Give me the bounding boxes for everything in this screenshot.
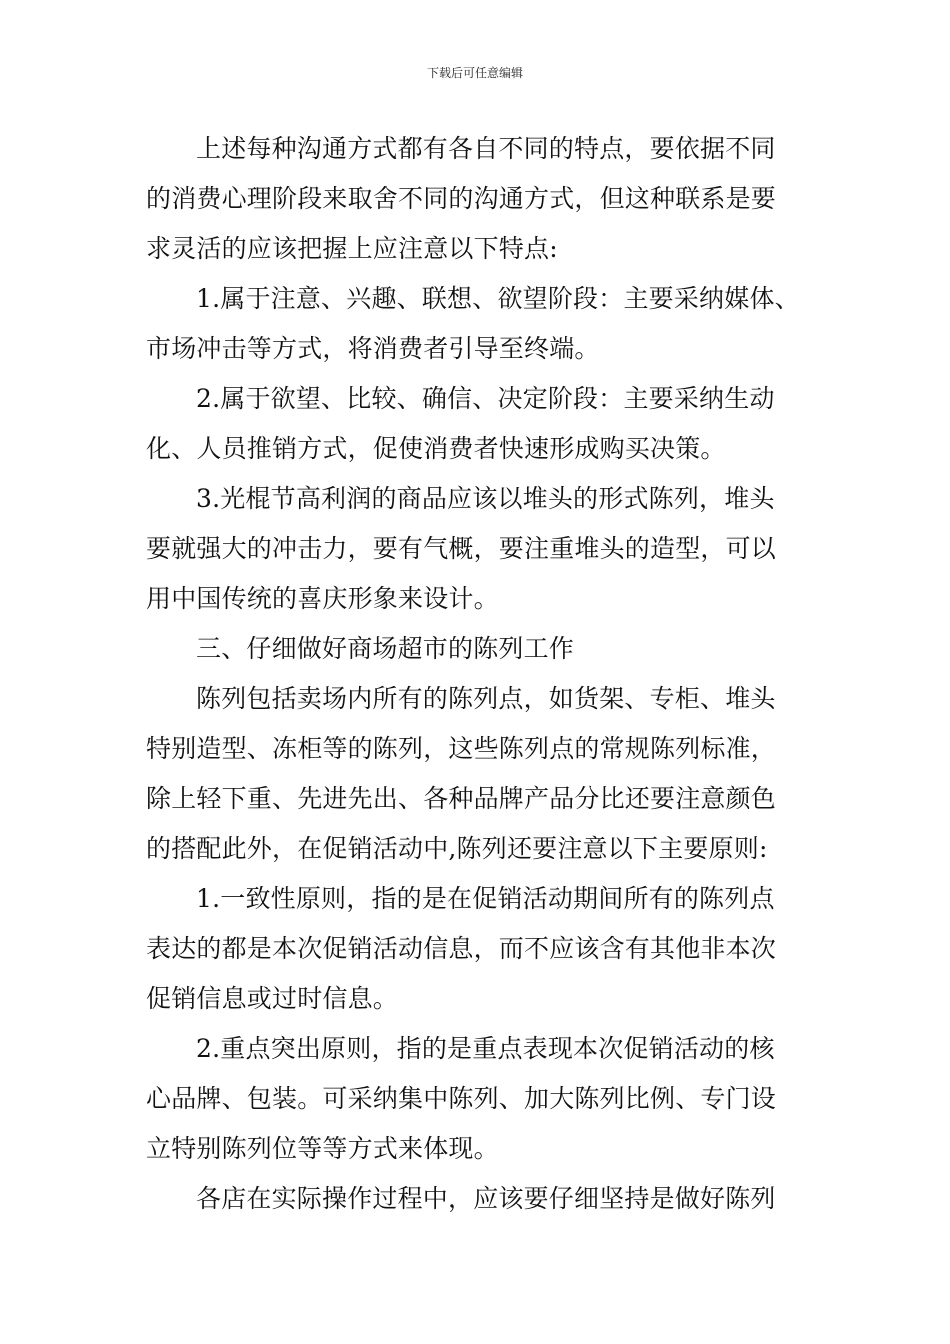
body-line: 各店在实际操作过程中，应该要仔细坚持是做好陈列 <box>196 1184 776 1213</box>
body-line: 要就强大的冲击力，要有气概，要注重堆头的造型，可以 <box>146 534 777 563</box>
body-line: 的搭配此外，在促销活动中,陈列还要注意以下主要原则: <box>146 834 768 863</box>
section-heading: 三、仔细做好商场超市的陈列工作 <box>196 634 575 663</box>
body-line: 立特别陈列位等等方式来体现。 <box>146 1134 499 1163</box>
body-line: 心品牌、包装。可采纳集中陈列、加大陈列比例、专门设 <box>146 1084 777 1113</box>
document-body <box>146 124 826 1224</box>
body-line: 表达的都是本次促销活动信息，而不应该含有其他非本次 <box>146 934 777 963</box>
body-line: 3.光棍节高利润的商品应该以堆头的形式陈列，堆头 <box>196 484 775 513</box>
body-line: 陈列包括卖场内所有的陈列点，如货架、专柜、堆头 <box>196 684 776 713</box>
body-line: 特别造型、冻柜等的陈列，这些陈列点的常规陈列标准， <box>146 734 777 763</box>
body-line: 1.属于注意、兴趣、联想、欲望阶段：主要采纳媒体、 <box>196 284 800 313</box>
body-line: 用中国传统的喜庆形象来设计。 <box>146 584 499 613</box>
body-line: 的消费心理阶段来取舍不同的沟通方式，但这种联系是要 <box>146 184 777 213</box>
body-line: 除上轻下重、先进先出、各种品牌产品分比还要注意颜色 <box>146 784 777 813</box>
page-header-note: 下载后可任意编辑 <box>426 66 523 80</box>
body-line: 1.一致性原则，指的是在促销活动期间所有的陈列点 <box>196 884 775 913</box>
body-line: 化、人员推销方式，促使消费者快速形成购买决策。 <box>146 434 726 463</box>
body-line: 促销信息或过时信息。 <box>146 984 399 1013</box>
body-line: 上述每种沟通方式都有各自不同的特点，要依据不同 <box>196 134 776 163</box>
body-line: 求灵活的应该把握上应注意以下特点: <box>146 234 558 263</box>
body-line: 市场冲击等方式，将消费者引导至终端。 <box>146 334 600 363</box>
body-line: 2.重点突出原则，指的是重点表现本次促销活动的核 <box>196 1034 775 1063</box>
body-line: 2.属于欲望、比较、确信、决定阶段：主要采纳生动 <box>196 384 775 413</box>
